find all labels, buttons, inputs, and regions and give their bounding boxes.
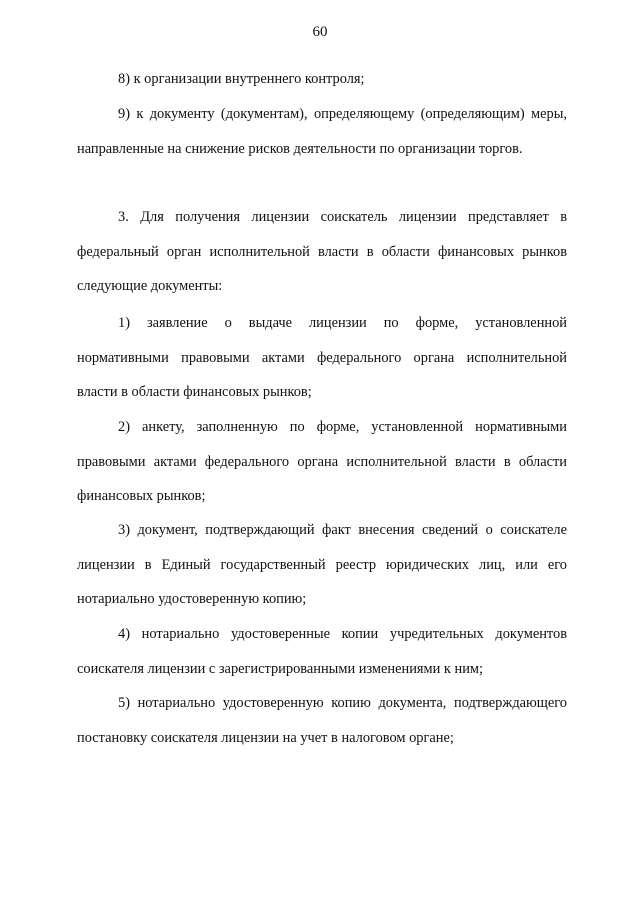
paragraph-doc-2: 2) анкету, заполненную по форме, установленной нормативными правовыми актами федерального органа исполнительной власти в области финансовых рынков;	[77, 419, 567, 504]
paragraph-doc-4: 4) нотариально удостоверенные копии учредительных документов соискателя лицензии с зарегистрированными изменениями к ним;	[77, 626, 567, 677]
paragraph-doc-5: 5) нотариально удостоверенную копию документа, подтверждающего постановку соискателя лицензии на учет в налоговом органе;	[77, 695, 567, 746]
paragraph-item-9: 9) к документу (документам), определяющему (определяющим) меры, направленные на снижение рисков деятельности по организации торгов.	[77, 106, 567, 157]
paragraph-doc-3: 3) документ, подтверждающий факт внесения сведений о соискателе лицензии в Единый государственный реестр юридических лиц, или его нотариально удостоверенную копию;	[77, 522, 567, 607]
paragraph-section-3: 3. Для получения лицензии соискатель лицензии представляет в федеральный орган исполнительной власти в области финансовых рынков следующие документы:	[77, 209, 567, 294]
page-number: 60	[312, 24, 328, 40]
paragraph-item-8: 8) к организации внутреннего контроля;	[118, 71, 365, 87]
paragraph-doc-1: 1) заявление о выдаче лицензии по форме, установленной нормативными правовыми актами федерального органа исполнительной власти в области финансовых рынков;	[77, 315, 567, 400]
